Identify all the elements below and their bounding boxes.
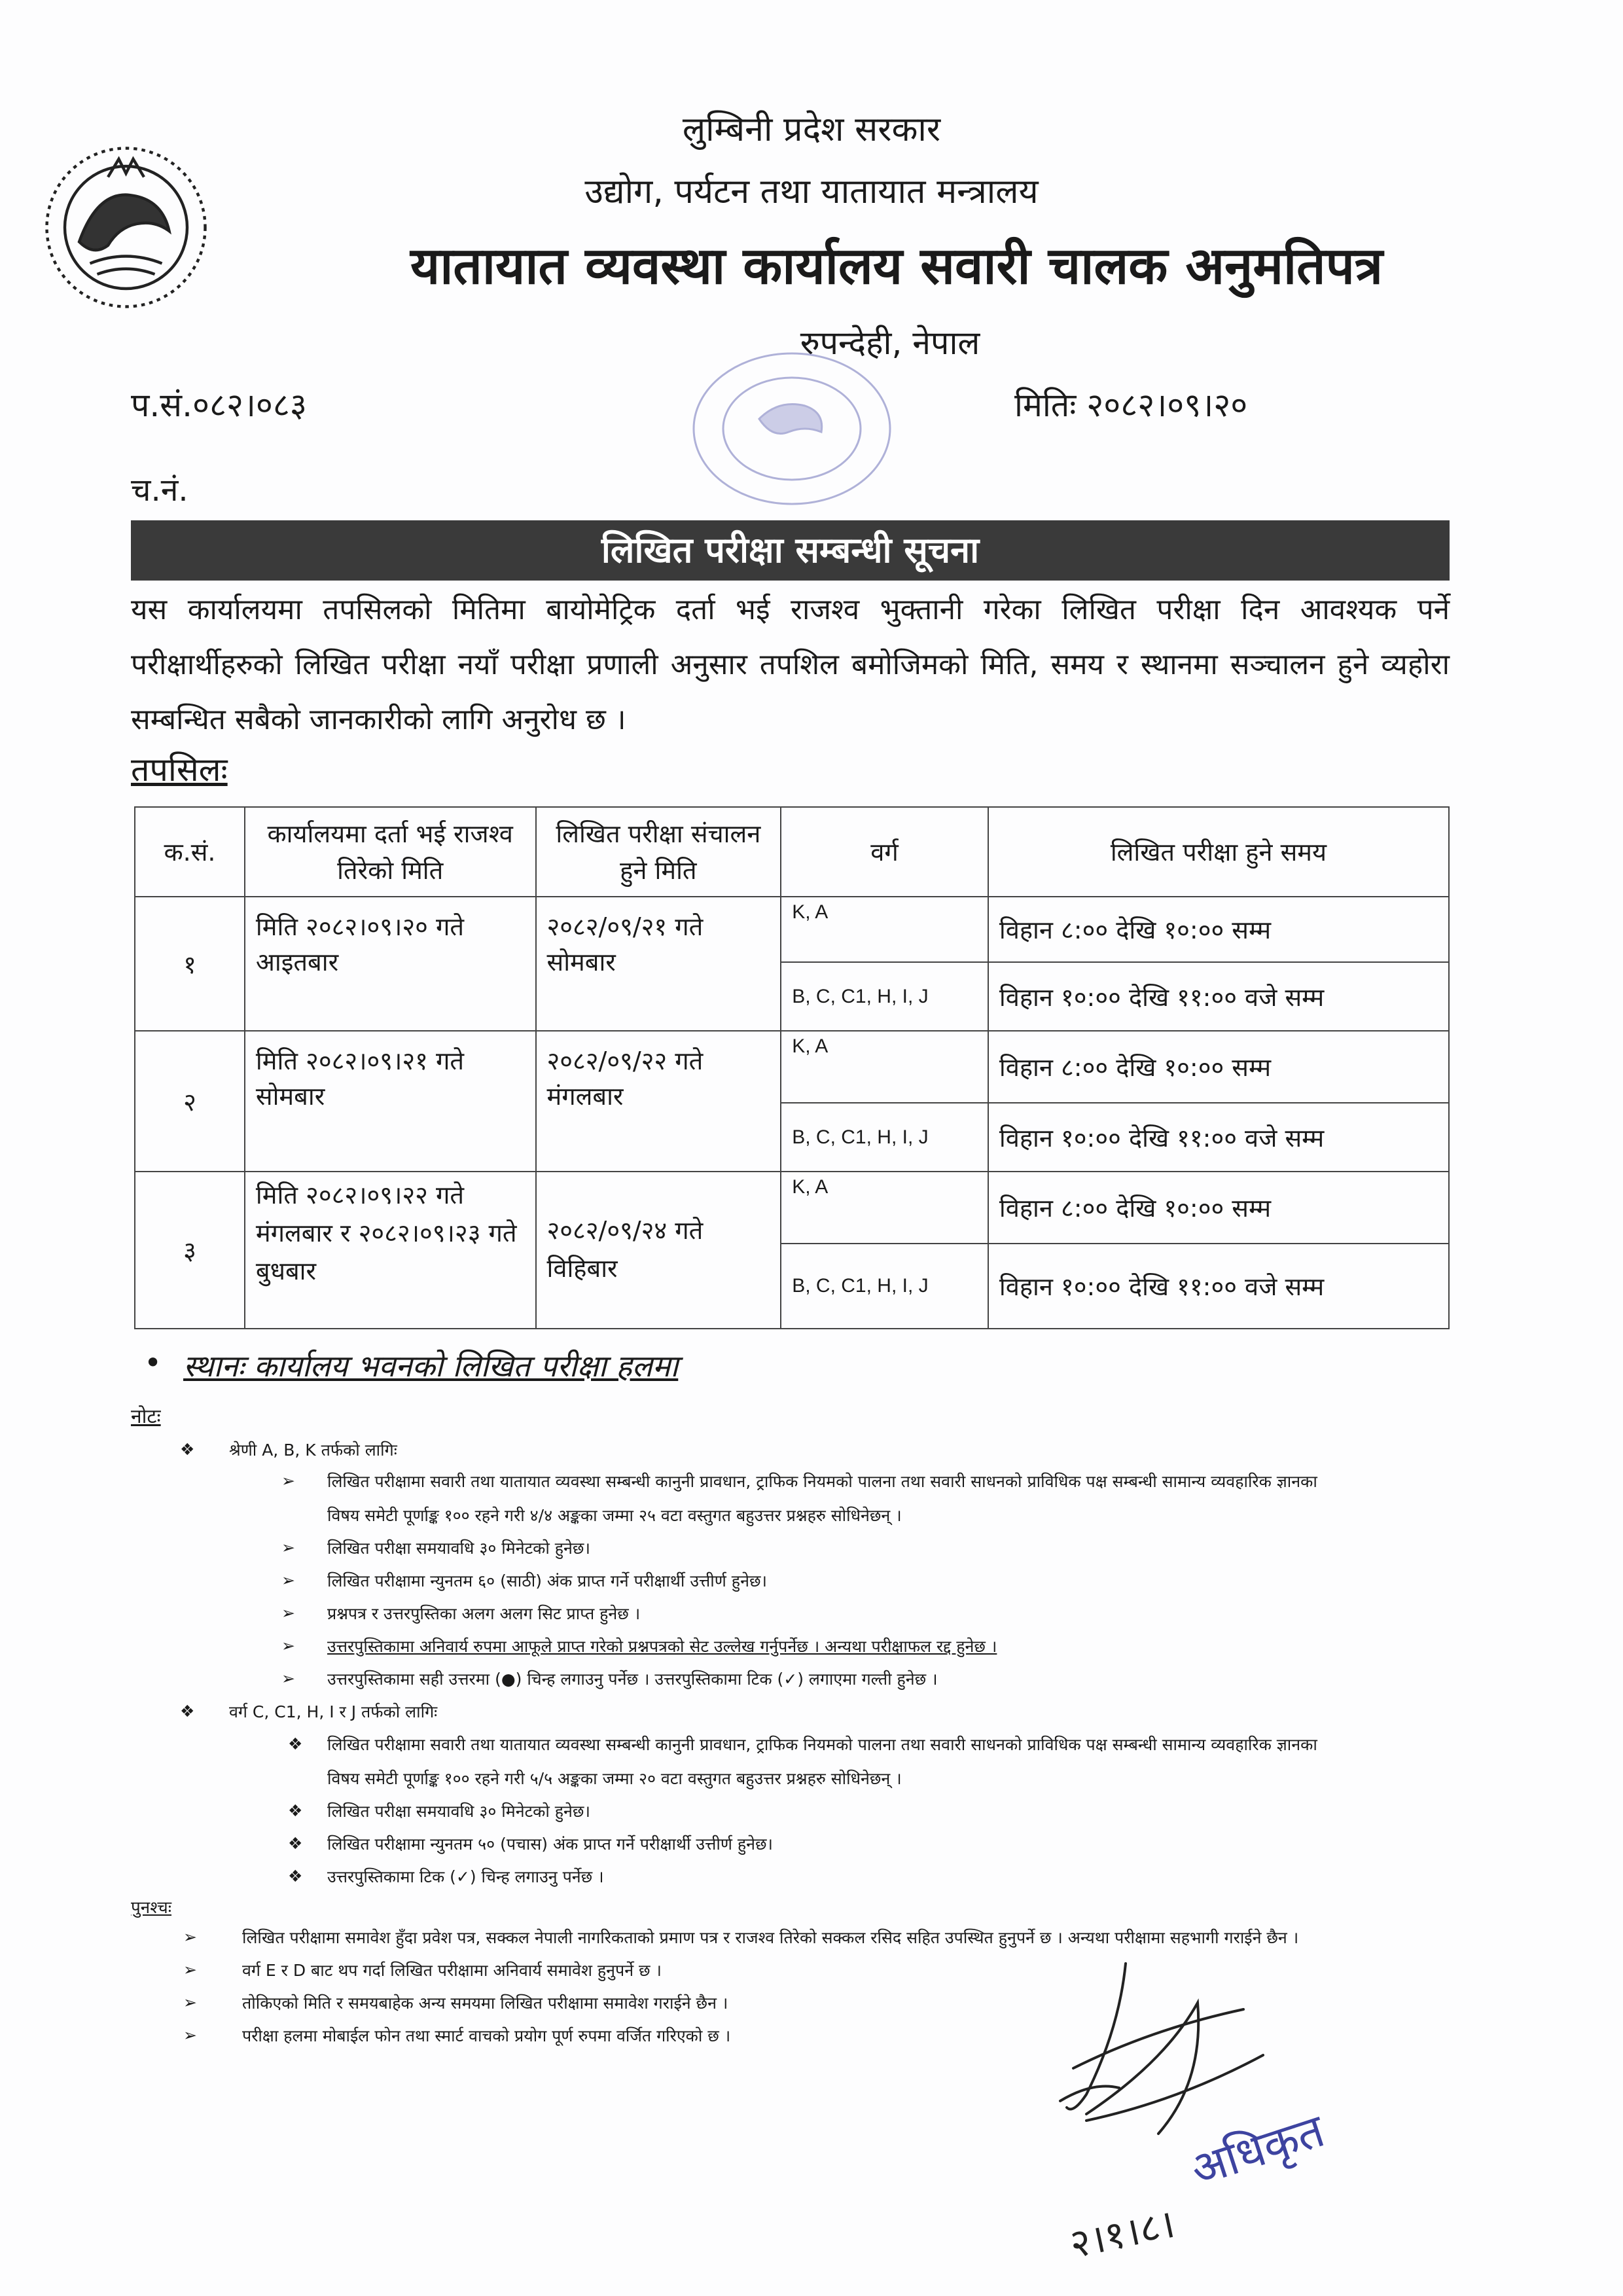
row-category: K, A — [781, 897, 988, 962]
row-exam-time: विहान १०:०० देखि ११:०० वजे सम्म — [988, 1244, 1449, 1329]
row-sn: १ — [135, 897, 245, 1031]
row-category: K, A — [781, 1172, 988, 1244]
row-exam-time: विहान १०:०० देखि ११:०० वजे सम्म — [988, 962, 1449, 1031]
bullet-arrow-icon: ➢ — [183, 1993, 197, 2012]
row-exam-date: २०८२/०९/२१ गते सोमबार — [536, 897, 781, 1031]
table-row — [135, 897, 1449, 962]
postscript-label: पुनश्चः — [131, 1898, 172, 1918]
reference-number: प.सं.०८२।०८३ — [131, 386, 307, 424]
row-sn: ३ — [135, 1172, 245, 1329]
postscript-item: लिखित परीक्षामा समावेश हुँदा प्रवेश पत्र, सक्कल नेपाली नागरिकताको प्रमाण पत्र र राजश्व तिरेको सक्कल रसिद सहित उपस्थित हुनुपर्ने छ । अन्यथा परीक्षामा सहभागी गराईने छैन । — [242, 1928, 1299, 1947]
header-sn: क.सं. — [135, 807, 245, 897]
row-category: B, C, C1, H, I, J — [781, 1244, 988, 1329]
dispatch-number: च.नं. — [131, 472, 188, 509]
note-group2-item: लिखित परीक्षा समयावधि ३० मिनेटको हुनेछ। — [327, 1802, 590, 1821]
officer-signature — [1047, 1950, 1414, 2278]
schedule-label: तपसिलः — [131, 751, 228, 789]
ministry-title: उद्योग, पर्यटन तथा यातायात मन्त्रालय — [584, 172, 1039, 211]
bullet-diamond-icon: ❖ — [288, 1834, 303, 1853]
note-group2-item: लिखित परीक्षामा न्युनतम ५० (पचास) अंक प्राप्त गर्ने परीक्षार्थी उत्तीर्ण हुनेछ। — [327, 1835, 774, 1854]
handwritten-date: २।१।८। — [1065, 2200, 1179, 2268]
exam-location: • स्थानः कार्यालय भवनको लिखित परीक्षा हलमा — [183, 1345, 678, 1386]
postscript-item: वर्ग E र D बाट थप गर्दा लिखित परीक्षामा अनिवार्य समावेश हुनुपर्ने छ । — [242, 1961, 662, 1980]
row-exam-time: विहान १०:०० देखि ११:०० वजे सम्म — [988, 1103, 1449, 1172]
row-category: K, A — [781, 1031, 988, 1103]
intro-paragraph: यस कार्यालयमा तपसिलको मितिमा बायोमेट्रिक दर्ता भई राजश्व भुक्तानी गरेका लिखित परीक्षा दिन आवश्यक पर्ने परीक्षार्थीहरुको लिखित परीक्षा नयाँ परीक्षा प्रणाली अनुसार तपशिल बमोजिमको मिति, समय र स्थानमा सञ्चालन हुने व्यहोरा सम्बन्धित सबैको जानकारीको लागि अनुरोध छ । — [131, 593, 1450, 736]
office-location: रुपन्देही, नेपाल — [800, 324, 980, 362]
note-group2-item: विषय समेटी पूर्णाङ्क १०० रहने गरी ५/५ अङ्कका जम्मा २० वटा वस्तुगत बहुउत्तर प्रश्नहरु सोधिनेछन् । — [327, 1769, 902, 1788]
row-category: B, C, C1, H, I, J — [781, 962, 988, 1031]
bullet-diamond-icon: ❖ — [180, 1440, 195, 1459]
row-sn: २ — [135, 1031, 245, 1172]
bullet-arrow-icon: ➢ — [281, 1538, 295, 1557]
province-government-title: लुम्बिनी प्रदेश सरकार — [682, 110, 941, 149]
row-category: B, C, C1, H, I, J — [781, 1103, 988, 1172]
note-group1-item: लिखित परीक्षामा न्युनतम ६० (साठी) अंक प्राप्त गर्ने परीक्षार्थी उत्तीर्ण हुनेछ। — [327, 1571, 767, 1590]
bullet-arrow-icon: ➢ — [281, 1604, 295, 1623]
exam-schedule-table — [134, 806, 1450, 1329]
bullet-arrow-icon: ➢ — [281, 1571, 295, 1590]
table-row — [135, 1172, 1449, 1244]
row-registration-date: मिति २०८२।०९।२१ गते सोमबार — [245, 1031, 536, 1172]
postscript-item: परीक्षा हलमा मोबाईल फोन तथा स्मार्ट वाचको प्रयोग पूर्ण रुपमा वर्जित गरिएको छ । — [242, 2026, 731, 2045]
note-group1-item: उत्तरपुस्तिकामा अनिवार्य रुपमा आफूले प्राप्त गरेको प्रश्नपत्रको सेट उल्लेख गर्नुपर्नेछ । अन्यथा परीक्षाफल रद्द हुनेछ । — [327, 1637, 997, 1656]
bullet-diamond-icon: ❖ — [288, 1801, 303, 1820]
row-registration-date: मिति २०८२।०९।२० गते आइतबार — [245, 897, 536, 1031]
notice-banner: लिखित परीक्षा सम्बन्धी सूचना — [131, 520, 1450, 581]
bullet-arrow-icon: ➢ — [281, 1471, 295, 1490]
postscript-item: तोकिएको मिति र समयबाहेक अन्य समयमा लिखित परीक्षामा समावेश गराईने छैन । — [242, 1994, 728, 2013]
note-group1-item: उत्तरपुस्तिकामा सही उत्तरमा (●) चिन्ह लगाउनु पर्नेछ । उत्तरपुस्तिकामा टिक (✓) लगाएमा गल्ती हुनेछ । — [327, 1670, 938, 1689]
table-header-row — [135, 807, 1449, 897]
bullet-diamond-icon: ❖ — [288, 1867, 303, 1886]
table-row — [135, 1031, 1449, 1103]
bullet-arrow-icon: ➢ — [183, 1928, 197, 1946]
designation-stamp: अधिकृत — [1184, 2103, 1331, 2197]
note-group1-item: लिखित परीक्षामा सवारी तथा यातायात व्यवस्था सम्बन्धी कानुनी प्रावधान, ट्राफिक नियमको पालना तथा सवारी साधनको प्राविधिक पक्ष सम्बन्धी सामान्य व्यवहारिक ज्ञानका — [327, 1472, 1317, 1491]
row-exam-time: विहान ८:०० देखि १०:०० सम्म — [988, 897, 1449, 962]
bullet-arrow-icon: ➢ — [281, 1669, 295, 1688]
bullet-arrow-icon: ➢ — [183, 2026, 197, 2045]
row-exam-time: विहान ८:०० देखि १०:०० सम्म — [988, 1172, 1449, 1244]
bullet-arrow-icon: ➢ — [281, 1636, 295, 1655]
note-group2-title: वर्ग C, C1, H, I र J तर्फको लागिः — [229, 1702, 438, 1721]
note-group1-title: श्रेणी A, B, K तर्फको लागिः — [229, 1441, 397, 1460]
note-group2-item: लिखित परीक्षामा सवारी तथा यातायात व्यवस्था सम्बन्धी कानुनी प्रावधान, ट्राफिक नियमको पालना तथा सवारी साधनको प्राविधिक पक्ष सम्बन्धी सामान्य व्यवहारिक ज्ञानका — [327, 1735, 1317, 1754]
header-exam-time: लिखित परीक्षा हुने समय — [988, 807, 1449, 897]
issue-date: मितिः २०८२।०९।२० — [1014, 386, 1248, 424]
row-exam-date: २०८२/०९/२४ गते विहिबार — [536, 1172, 781, 1329]
bullet-arrow-icon: ➢ — [183, 1960, 197, 1979]
office-title: यातायात व्यवस्था कार्यालय सवारी चालक अनुमतिपत्र — [410, 237, 1383, 296]
note-group1-item: विषय समेटी पूर्णाङ्क १०० रहने गरी ४/४ अङ्कका जम्मा २५ वटा वस्तुगत बहुउत्तर प्रश्नहरु सोधिनेछन् । — [327, 1506, 902, 1525]
bullet-diamond-icon: ❖ — [288, 1734, 303, 1753]
row-exam-time: विहान ८:०० देखि १०:०० सम्म — [988, 1031, 1449, 1103]
office-stamp — [681, 340, 903, 517]
header-registration-date: कार्यालयमा दर्ता भई राजश्व तिरेको मिति — [245, 807, 536, 897]
row-exam-date: २०८२/०९/२२ गते मंगलबार — [536, 1031, 781, 1172]
header-exam-date: लिखित परीक्षा संचालन हुने मिति — [536, 807, 781, 897]
bullet-diamond-icon: ❖ — [180, 1702, 195, 1721]
note-group1-item: लिखित परीक्षा समयावधि ३० मिनेटको हुनेछ। — [327, 1539, 590, 1558]
note-label: नोटः — [131, 1405, 161, 1428]
note-group2-item: उत्तरपुस्तिकामा टिक (✓) चिन्ह लगाउनु पर्नेछ । — [327, 1867, 604, 1886]
row-registration-date: मिति २०८२।०९।२२ गते मंगलबार र २०८२।०९।२३ गते बुधबार — [245, 1172, 536, 1329]
header-category: वर्ग — [781, 807, 988, 897]
note-group1-item: प्रश्नपत्र र उत्तरपुस्तिका अलग अलग सिट प्राप्त हुनेछ । — [327, 1604, 641, 1623]
